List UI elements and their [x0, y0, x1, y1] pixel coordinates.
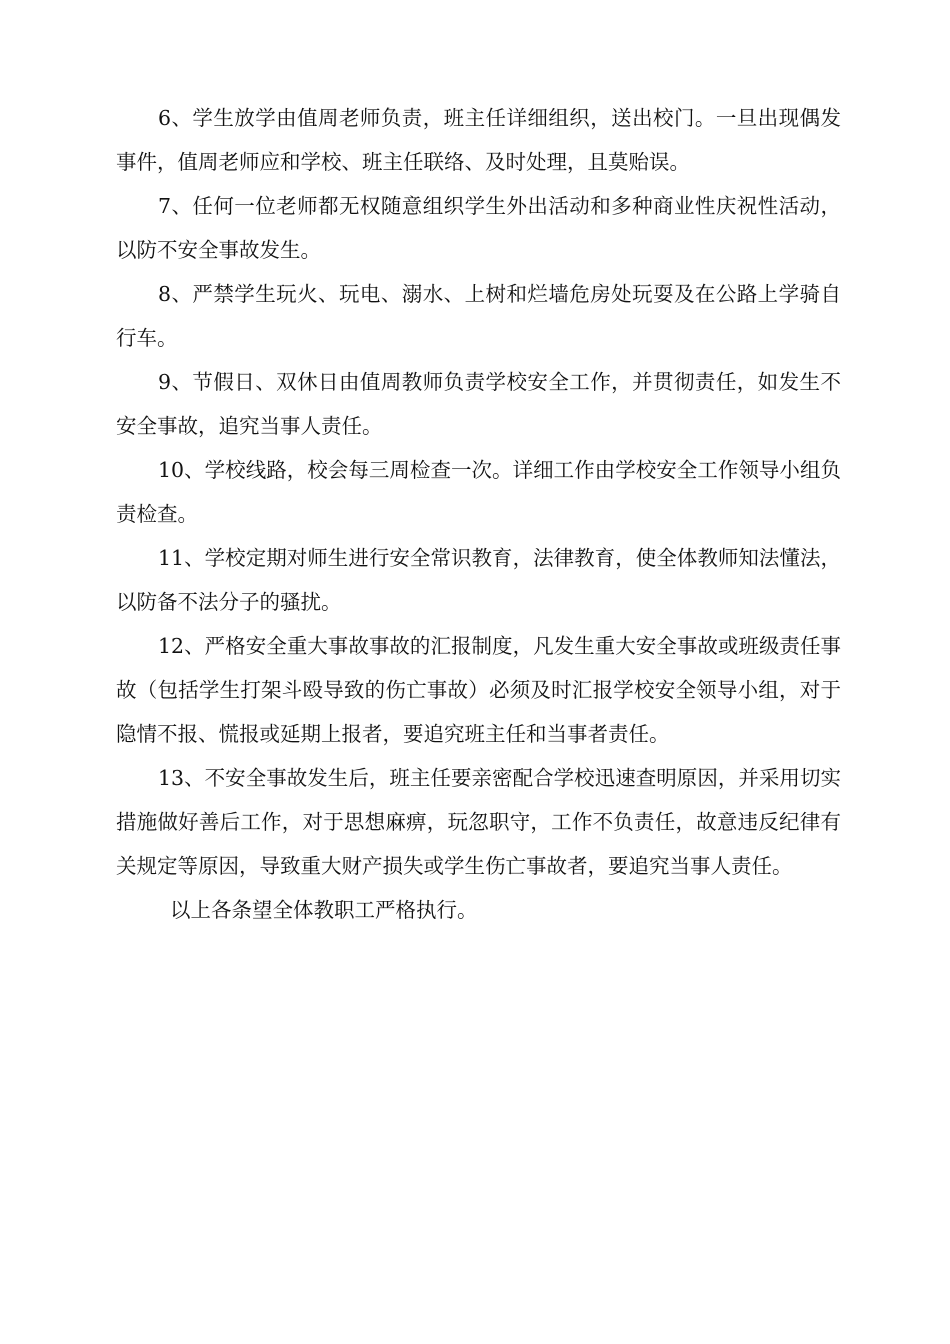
rule-paragraph-11: 11、学校定期对师生进行安全常识教育，法律教育，使全体教师知法懂法，以防备不法分子的骚扰。: [116, 546, 841, 614]
rule-paragraph-13: 13、不安全事故发生后，班主任要亲密配合学校迅速查明原因，并采用切实措施做好善后工作，对于思想麻痹，玩忽职守，工作不负责任，故意违反纪律有关规定等原因，导致重大财产损失或学生伤亡事故者，要追究当事人责任。: [116, 766, 841, 878]
rule-paragraph-9: 9、节假日、双休日由值周教师负责学校安全工作，并贯彻责任，如发生不安全事故，追究当事人责任。: [116, 370, 841, 438]
closing-statement: 以上各条望全体教职工严格执行。: [170, 898, 478, 922]
rule-paragraph-7: 7、任何一位老师都无权随意组织学生外出活动和多种商业性庆祝性活动，以防不安全事故发生。: [116, 194, 841, 262]
document-body: [116, 96, 841, 932]
rule-paragraph-8: 8、严禁学生玩火、玩电、溺水、上树和烂墙危房处玩耍及在公路上学骑自行车。: [116, 282, 841, 350]
rule-paragraph-6: 6、学生放学由值周老师负责，班主任详细组织，送出校门。一旦出现偶发事件，值周老师应和学校、班主任联络、及时处理，且莫贻误。: [116, 106, 841, 174]
rule-paragraph-10: 10、学校线路，校会每三周检查一次。详细工作由学校安全工作领导小组负责检查。: [116, 458, 841, 526]
rule-paragraph-12: 12、严格安全重大事故事故的汇报制度，凡发生重大安全事故或班级责任事故（包括学生打架斗殴导致的伤亡事故）必须及时汇报学校安全领导小组，对于隐情不报、慌报或延期上报者，要追究班主任和当事者责任。: [116, 634, 841, 746]
